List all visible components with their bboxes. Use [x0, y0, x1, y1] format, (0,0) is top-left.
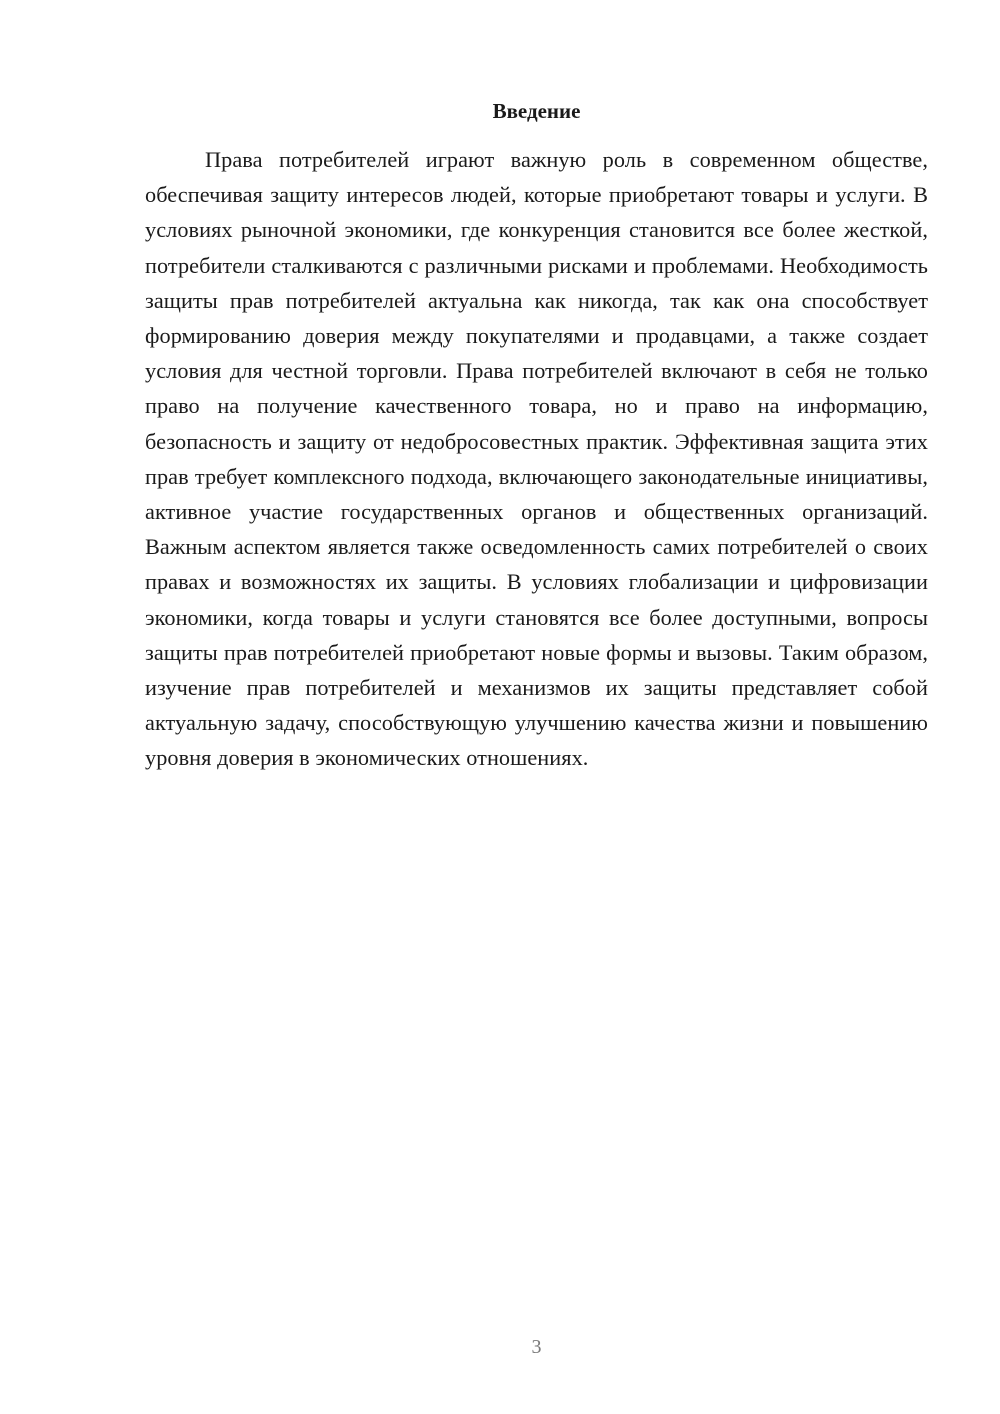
page-number: 3: [531, 1336, 542, 1358]
body-paragraph: Права потребителей играют важную роль в современном обществе, обеспечивая защиту интересов людей, которые приобретают товары и услуги. В условиях рыночной экономики, где конкуренция становится все более жесткой, потребители сталкиваются с различными рисками и проблемами. Необходимость защиты прав потребителей актуальна как никогда, так как она способствует формированию доверия между покупателями и продавцами, а также создает условия для честной торговли. Права потребителей включают в себя не только право на получение качественного товара, но и право на информацию, безопасность и защиту от недобросовестных практик. Эффективная защита этих прав требует комплексного подхода, включающего законодательные инициативы, активное участие государственных органов и общественных организаций. Важным аспектом является также осведомленность самих потребителей о своих правах и возможностях их защиты. В условиях глобализации и цифровизации экономики, когда товары и услуги становятся все более доступными, вопросы защиты прав потребителей приобретают новые формы и вызовы. Таким образом, изучение прав потребителей и механизмов их защиты представляет собой актуальную задачу, способствующую улучшению качества жизни и повышению уровня доверия в экономических отношениях.: [145, 147, 928, 771]
section-heading: Введение: [492, 99, 581, 123]
